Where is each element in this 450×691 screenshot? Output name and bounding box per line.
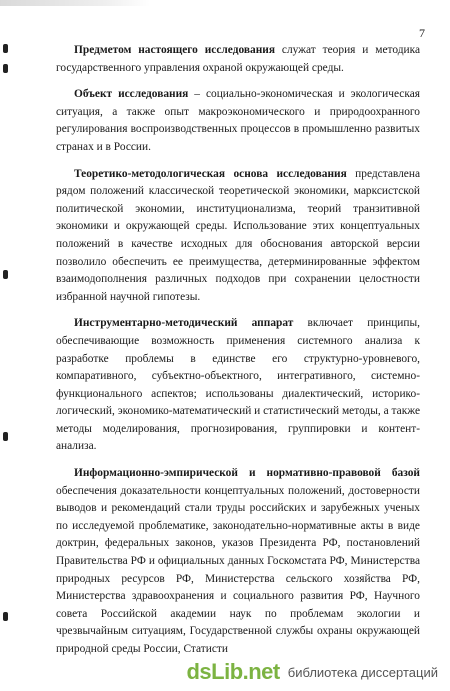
body-text <box>56 42 420 668</box>
paragraph-lead: Объект исследования <box>74 88 189 101</box>
paragraph-lead: Информационно-эмпирической и нормативно-правовой базой <box>74 467 420 480</box>
binding-hole-mark <box>3 612 8 621</box>
paragraph-body: – социально-экономическая и экологическая ситуация, а также опыт макроэкономического и природоохранного регулирования воспроизводственных процессов в промышленно развитых странах и в России. <box>56 88 420 153</box>
paragraph-toolkit <box>56 315 420 456</box>
binding-hole-mark <box>3 432 8 441</box>
binding-hole-mark <box>3 44 8 53</box>
paragraph-sources <box>56 465 420 659</box>
paragraph-lead: Теоретико-методологическая основа исследования <box>74 167 347 180</box>
paragraph-lead: Предметом настоящего исследования <box>74 44 276 56</box>
paragraph-lead: Инструментарно-методический аппарат <box>74 317 294 330</box>
paragraph-body: служат теория и методика государственного управления охраной окружающей среды. <box>56 44 420 74</box>
scan-smudge <box>0 0 150 6</box>
paragraph-subject <box>56 42 420 77</box>
watermark <box>180 657 442 687</box>
paragraph-body: обеспечения доказательности концептуальных положений, достоверности выводов и рекомендаций стали труды российских и зарубежных ученых по исследуемой проблематике, законодательно-нормативные акты в виде доктрин, федеральных законов, указов Президента РФ, постановлений Правительства РФ и официальных данных Госкомстата РФ, Министерства природных ресурсов РФ, Министерства сельского хозяйства РФ, Министерства здравоохранения и социального развития РФ, Научного совета Российской академии наук по проблемам экологии и чрезвычайным ситуациям, Государственной службы охраны окружающей природной среды России, Статисти <box>56 484 420 655</box>
binding-hole-mark <box>3 64 8 73</box>
watermark-caption: библиотека диссертаций <box>287 664 438 680</box>
dslib-logo: dsLib.net <box>186 659 280 684</box>
paragraph-body: включает принципы, обеспечивающие возможность применения системного анализа к разработке проблемы в единстве его структурно-уровневого, компаративного, субъектно-объектного, интегративного, системно-функционального аспектов; использованы диалектический, историко-логический, экономико-математический и статистический методы, а также методы моделирования, прогнозирования, группировки и контент-анализа. <box>56 317 420 453</box>
paragraph-object <box>56 86 420 156</box>
page-number: 7 <box>419 26 425 40</box>
paragraph-body: представлена рядом положений классической теоретической экономики, марксистской политической экономии, институционализма, теорий транзитивной экономики и окружающей среды. Использование этих концептуальных положений в качестве исходных для обоснования авторской версии позволило обеспечить ее преимущества, детерминированные эффектом взаимодополнения различных подходов при сохранении целостности избранной научной гипотезы. <box>56 167 420 303</box>
binding-hole-mark <box>3 270 8 279</box>
paragraph-methodology <box>56 166 420 307</box>
